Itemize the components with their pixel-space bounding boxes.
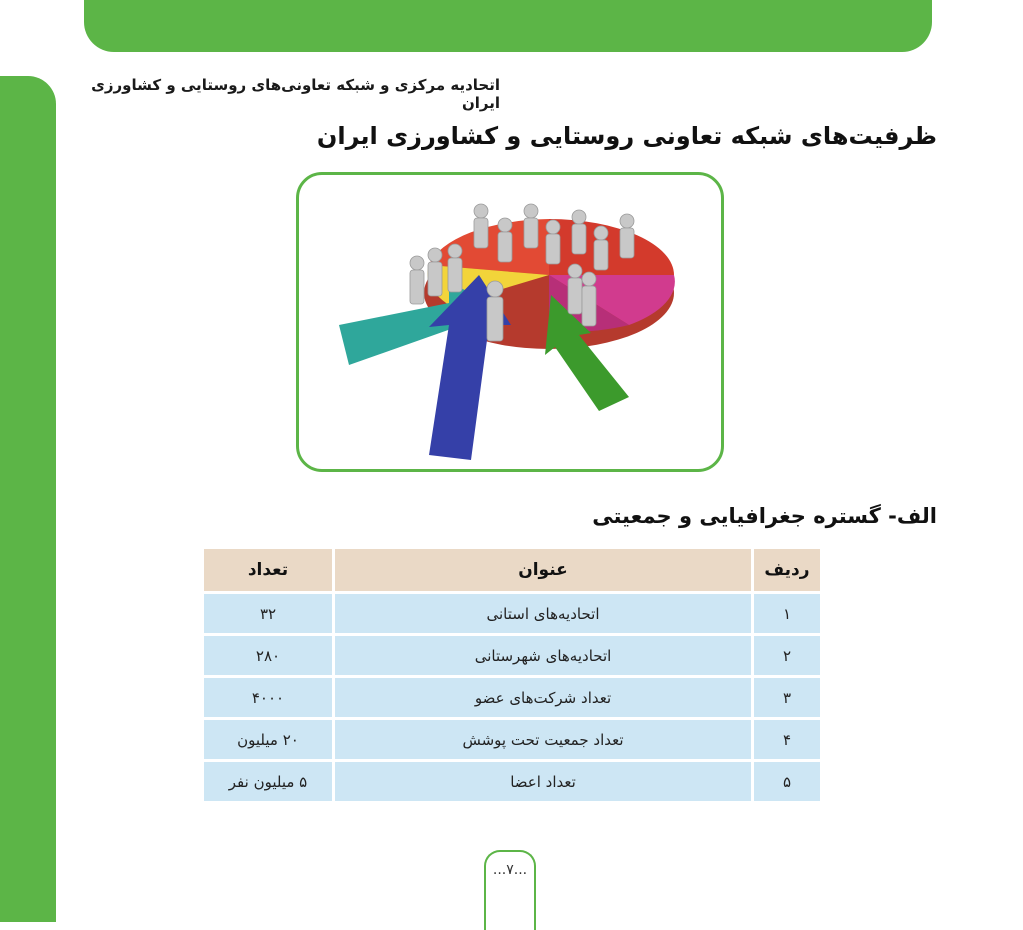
cell-row-number: ۲: [754, 636, 820, 675]
top-green-band: [84, 0, 932, 52]
cell-row-number: ۱: [754, 594, 820, 633]
cell-title: تعداد جمعیت تحت پوشش: [335, 720, 751, 759]
header-title: عنوان: [335, 549, 751, 591]
cell-count: ۲۰ میلیون: [204, 720, 332, 759]
page-title: ظرفیت‌های شبکه تعاونی روستایی و کشاورزی ایران: [316, 122, 937, 150]
cell-title: تعداد شرکت‌های عضو: [335, 678, 751, 717]
table-row: [204, 720, 820, 759]
cell-row-number: ۵: [754, 762, 820, 801]
page-number: ...۷...: [484, 850, 536, 930]
cell-row-number: ۴: [754, 720, 820, 759]
table-header-row: [204, 549, 820, 591]
cell-title: اتحادیه‌های استانی: [335, 594, 751, 633]
cell-title: تعداد اعضا: [335, 762, 751, 801]
pie-chart-people-illustration: [299, 175, 721, 469]
cell-title: اتحادیه‌های شهرستانی: [335, 636, 751, 675]
table-row: [204, 762, 820, 801]
cell-count: ۵ میلیون نفر: [204, 762, 332, 801]
cell-row-number: ۳: [754, 678, 820, 717]
table-row: [204, 678, 820, 717]
side-green-band: [0, 76, 56, 922]
running-header: اتحادیه مرکزی و شبکه تعاونی‌های روستایی و کشاورزی ایران: [91, 76, 500, 112]
table-row: [204, 636, 820, 675]
cell-count: ۲۸۰: [204, 636, 332, 675]
header-row-number: ردیف: [754, 549, 820, 591]
capacity-table: [201, 546, 823, 804]
table-row: [204, 594, 820, 633]
cell-count: ۴۰۰۰: [204, 678, 332, 717]
cell-count: ۳۲: [204, 594, 332, 633]
header-count: تعداد: [204, 549, 332, 591]
section-title: الف- گستره جغرافیایی و جمعیتی: [592, 504, 937, 528]
illustration-frame: [296, 172, 724, 472]
